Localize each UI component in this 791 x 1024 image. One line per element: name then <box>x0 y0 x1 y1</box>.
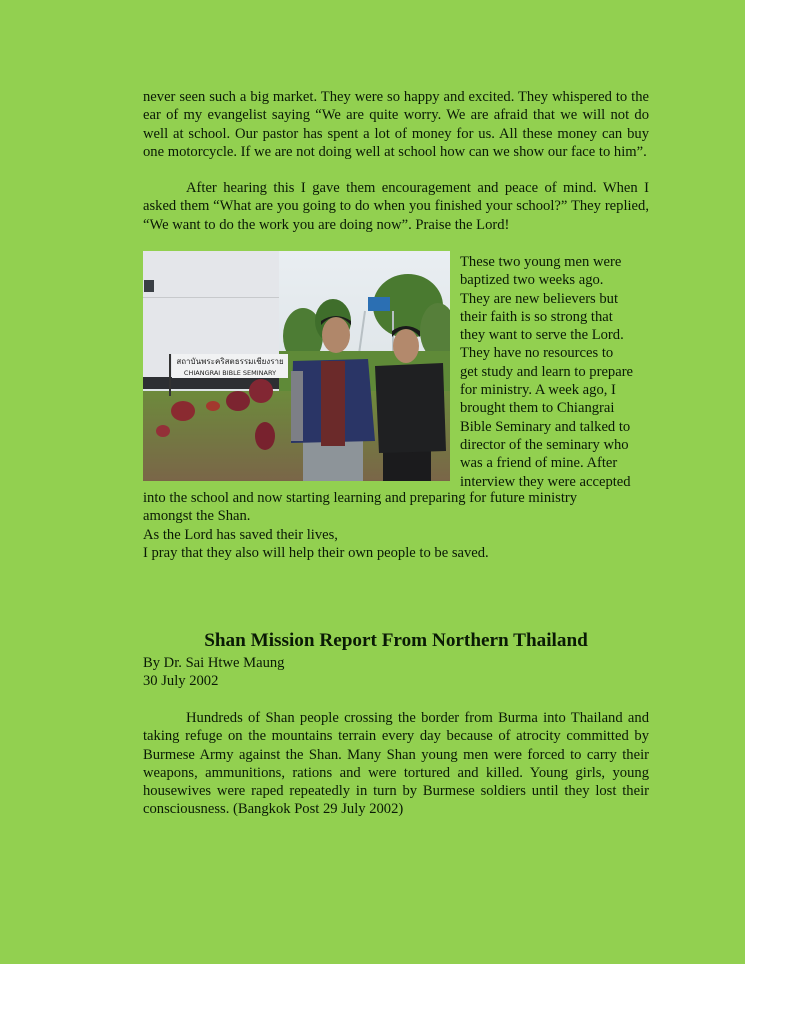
paragraph-encouragement: After hearing this I gave them encouragement and peace of mind. When I asked them “What are you going to do when you finished your school?” They replied, “We want to do the work you are doing now”. Praise the Lord! <box>143 180 649 233</box>
side-line: was a friend of mine. After <box>460 455 618 472</box>
side-line: brought them to Chiangrai <box>460 400 615 417</box>
side-line: interview they were accepted <box>460 473 631 490</box>
continuation-line: into the school and now starting learning and preparing for future ministry <box>143 490 578 506</box>
photo-side-text <box>460 253 660 491</box>
side-line: they want to serve the Lord. <box>460 327 624 344</box>
paragraph-market: never seen such a big market. They were so happy and excited. They whispered to the ear of my evangelist saying “We are quite worry. We are afraid that we will not do well at school. Our pastor has spent a lot of money for us. All these money can buy one motorcycle. If we are not doing well at school how can we show our face to him”. <box>143 89 649 160</box>
paragraph-refugees: Hundreds of Shan people crossing the border from Burma into Thailand and taking refuge on the mountains terrain every day because of atrocity committed by Burmese Army against the Shan. Many Shan young men were forced to carry their weapons, ammunitions, rations and were tortured and killed. Young girls, young housewives were raped repeatedly in turn by Burmese soldiers until they lost their consciousness. (Bangkok Post 29 July 2002) <box>143 710 649 818</box>
date: 30 July 2002 <box>143 673 219 690</box>
water-tank <box>368 297 390 311</box>
section-title: Shan Mission Report From Northern Thailand <box>204 629 588 651</box>
side-line: their faith is so strong that <box>460 308 613 325</box>
side-line: Bible Seminary and talked to <box>460 418 631 435</box>
side-line: get study and learn to prepare <box>460 363 634 380</box>
side-line: They are new believers but <box>460 290 619 307</box>
photo-seminary-students <box>143 251 450 481</box>
side-line: baptized two weeks ago. <box>460 272 604 289</box>
side-line: director of the seminary who <box>460 436 629 453</box>
continuation-line: I pray that they also will help their own people to be saved. <box>143 544 489 561</box>
side-line: These two young men were <box>460 254 622 270</box>
author: By Dr. Sai Htwe Maung <box>143 655 285 671</box>
side-line: for ministry. A week ago, I <box>460 382 616 399</box>
byline <box>143 654 649 691</box>
side-line: They have no resources to <box>460 345 614 362</box>
continuation-text <box>143 489 649 562</box>
svg-text:CHIANGRAI BIBLE SEMINARY: CHIANGRAI BIBLE SEMINARY <box>183 369 277 377</box>
continuation-line: amongst the Shan. <box>143 508 251 525</box>
continuation-line: As the Lord has saved their lives, <box>143 526 338 543</box>
svg-text:สถาบันพระคริสตธรรมเชียงราย: สถาบันพระคริสตธรรมเชียงราย <box>176 357 284 366</box>
